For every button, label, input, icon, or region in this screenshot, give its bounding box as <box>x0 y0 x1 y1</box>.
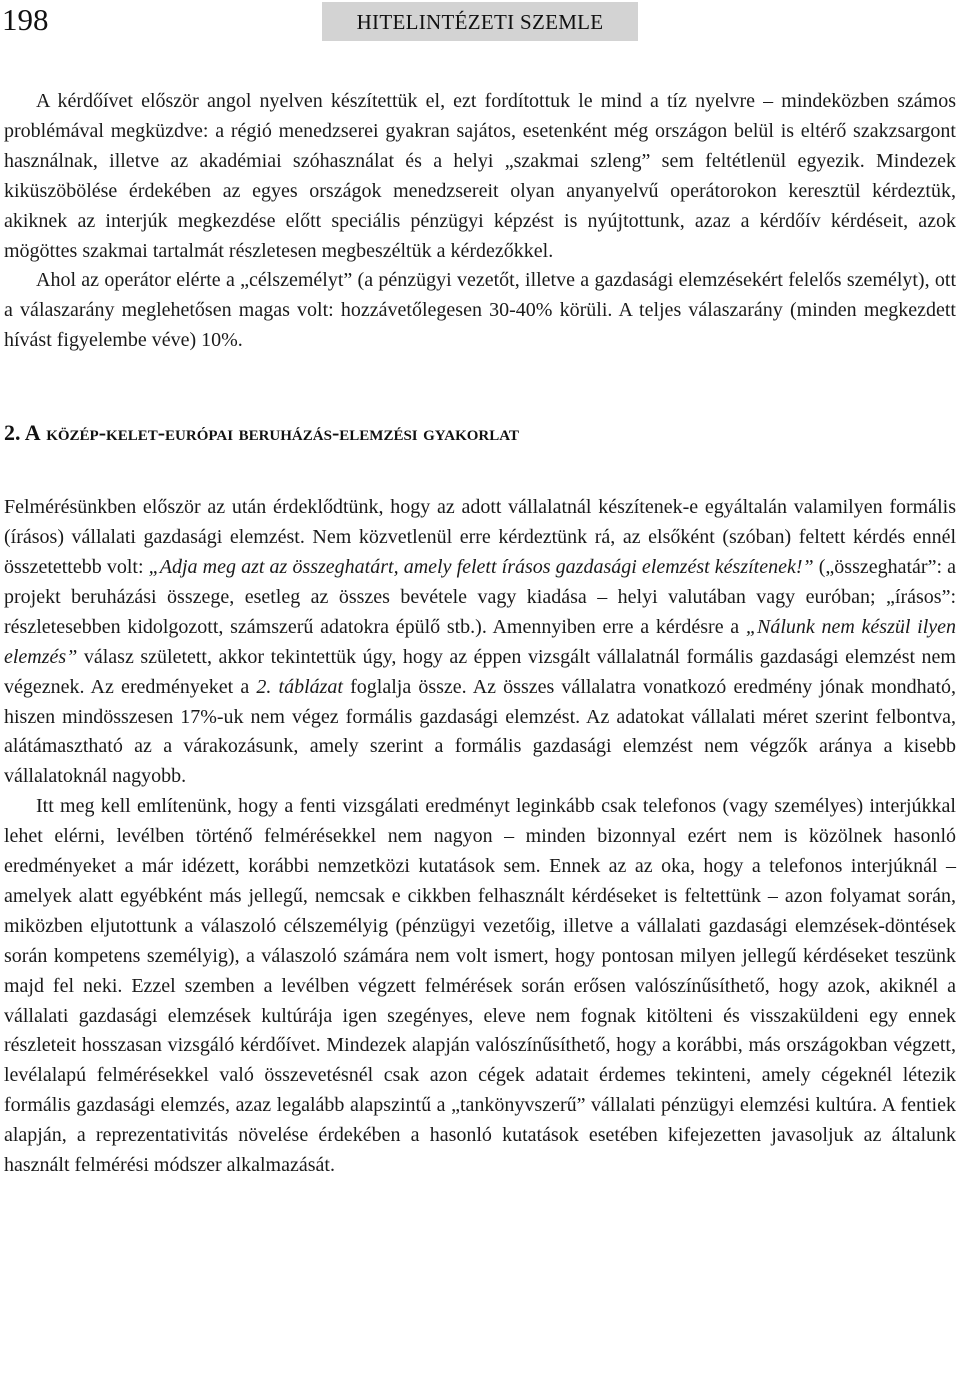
body-paragraph-1-part-d: foglalja össze. Az összes vállalatra vonatkozó eredmény jónak mondható, hiszen mindösszesen 17%-uk nem végez formális gazdasági elemzést. Az adatokat vállalati méret szerint felbontva, alátámasztható az a várakozásunk, amely szerint a formális gazdasági elemzést nem végzők aránya a kisebb vállalatoknál nagyobb. <box>4 675 957 788</box>
section-number: 2. A <box>4 420 41 446</box>
journal-title: HITELINTÉZETI SZEMLE <box>356 10 604 34</box>
body-paragraph-1-part-c: válasz született, akkor tekintettük úgy, hogy az éppen vizsgált vállalatnál formális gazdasági elemzést nem végeznek. Az eredményeket a <box>4 645 956 698</box>
journal-title-band <box>322 2 638 41</box>
page-body <box>4 87 956 1181</box>
body-paragraph-1-part-a: Felmérésünkben először az után érdeklődtünk, hogy az adott vállalatnál készítenek-e egyáltalán valamilyen formális (írásos) vállalati gazdasági elemzést. Nem közvetlenül erre kérdeztünk rá, az elsőként (szóban) feltett kérdés ennél összetettebb volt: <box>4 496 956 578</box>
section-heading <box>4 418 956 448</box>
body-paragraph-2: Itt meg kell említenünk, hogy a fenti vizsgálati eredményt leginkább csak telefonos (vagy személyes) interjúkkal lehet elérni, levélben történő felmérésekkel nem nagyon – minden bizonnyal ezért nem is közölnek hasonló eredményeket a már idézett, korábbi nemzetközi kutatások sem. Ennek az az oka, hogy a telefonos interjúknál – amelyek alatt egyébként más jellegű, nemcsak e cikkben felhasznált kérdéseket is feltettünk – azon folyamat során, miközben eljutottunk a válaszoló célszemélyig (pénzügyi vezetőig, illetve a vállalati gazdasági elemzések-döntések során kompetens személyig), a válaszoló számára nem volt ismert, hogy pontosan milyen jellegű kérdéseket teszünk majd fel neki. Ezzel szemben a levélben végzett felmérések során erősen valószínűsíthető, hogy azok, akiknél a vállalati gazdasági elemzések kultúrája igen szegényes, eleve nem fognak kitölteni és visszaküldeni egy ennek részleteit hosszasan vizsgáló kérdőívet. Mindezek alapján valószínűsíthető, hogy a korábbi, más országokban végzett, levélalapú felmérésekkel való összevetésnél csak azon cégek adatait érdemes tekinteni, amely cégeknél létezik formális gazdasági elemzés, azaz legalább alapszintű a „tankönyvszerű” vállalati pénzügyi elemzési kultúra. A fentiek alapján, a reprezentativitás növelése érdekében a hasonló kutatások esetében kifejezetten javasoljuk az általunk használt felmérési módszer alkalmazását. <box>4 795 956 1177</box>
page-header <box>0 0 960 44</box>
body-paragraph-1 <box>4 493 956 792</box>
intro-paragraph-2: Ahol az operátor elérte a „célszemélyt” (a pénzügyi vezetőt, illetve a gazdasági elemzésekért felelős személyt), ott a válaszarány meglehetősen magas volt: hozzávetőlegesen 30-40% körüli. A teljes válaszarány (minden megkezdett hívást figyelembe véve) 10%. <box>4 269 956 352</box>
body-paragraph-1-part-b: („összeghatár”: a projekt beruházási összege, esetleg az összes bevétele vagy kiadása – helyi valutában vagy euróban; „írásos”: részletesebben kidolgozott, számszerű adatokra épülő stb.). Amennyiben erre a kérdésre a <box>4 555 957 638</box>
table-reference: 2. táblázat <box>256 675 343 698</box>
survey-question-quote: „Adja meg azt az összeghatárt, amely felett írásos gazdasági elemzést készítenek!” <box>148 555 814 578</box>
section-title: közép-kelet-európai beruházás-elemzési gyakorlat <box>40 420 519 446</box>
answer-quote: „Nálunk nem készül ilyen elemzés” <box>4 615 957 668</box>
page-number: 198 <box>2 2 49 37</box>
intro-paragraph-1: A kérdőívet először angol nyelven készítettük el, ezt fordítottuk le mind a tíz nyelvre – mindeközben számos problémával megküzdve: a régió menedzserei gyakran sajátos, esetenként még országon belül is eltérő szakzsargont használnak, illetve az akadémiai szóhasználat és a helyi „szakmai szleng” sem feltétlenül egyezik. Mindezek kiküszöbölése érdekében az egyes országok menedzsereit olyan anyanyelvű operátorokon keresztül kérdeztük, akiknek az interjúk megkezdése előtt speciális pénzügyi képzést is nyújtottunk, azaz a kérdőív kérdéseit, azok mögöttes szakmai tartalmát részletesen megbeszéltük a kérdezőkkel. <box>4 90 956 262</box>
